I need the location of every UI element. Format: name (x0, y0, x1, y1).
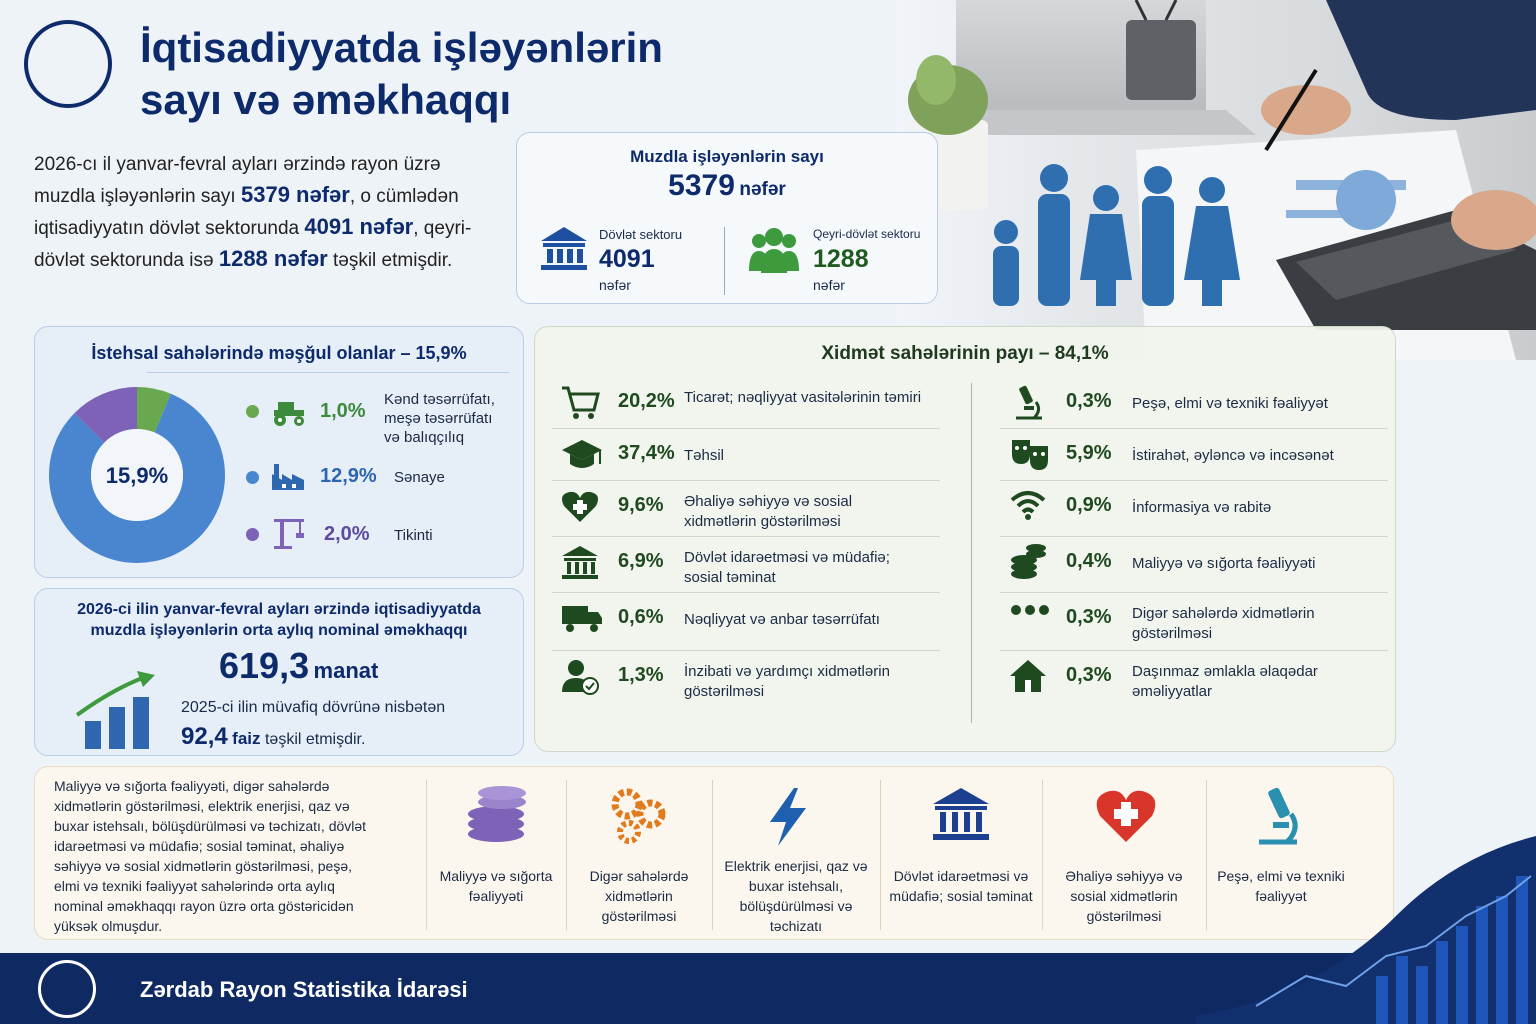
service-percent: 6,9% (618, 550, 664, 572)
state-sector-value: 4091 (599, 245, 655, 273)
group-people-icon (747, 227, 801, 280)
crane-icon (270, 515, 308, 556)
footer-wave-bars (1196, 836, 1536, 1024)
intro-part: , qeyri-dövlət sektorunda isə (34, 218, 472, 271)
service-percent: 1,3% (618, 664, 664, 686)
services-divider-vertical (971, 383, 972, 723)
truck-icon (560, 600, 604, 639)
employee-total: 5379 nəfər (668, 169, 786, 202)
tractor-icon (270, 396, 308, 433)
coins-stack-icon (466, 786, 530, 849)
service-percent: 0,9% (1066, 494, 1112, 516)
title-line-2: sayı və əməkhaqqı (140, 76, 512, 123)
row-divider (552, 650, 940, 651)
summary-text: Maliyyə və sığorta fəaliyyəti, digər sahələrdə xidmətlərin göstərilməsi, elektrik enerjisi, qaz və buxar istehsalı, bölüşdürülməsi və təchizatı, dövlət idarəetməsi və müdafiə; sosial təminat, əhaliyə səhiyyə və sosial xidmətlərin göstərilməsi, peşə, elmi və texniki fəaliyyət sahələrində orta aylıq nominal əməkhaqqı rayon üzrə orta göstəricidən yüksək olmuşdur. (54, 778, 367, 934)
service-label: İstirahət, əyləncə və incəsənət (1132, 447, 1334, 464)
production-title: İstehsal sahələrində məşğul olanlar – 15,9% (91, 343, 467, 363)
house-icon (1008, 658, 1048, 699)
service-label: Digər sahələrdə xidmətlərin göstərilməsi (1132, 605, 1315, 642)
employee-count-card (516, 132, 938, 304)
service-percent: 9,6% (618, 494, 664, 516)
row-divider (1000, 536, 1388, 537)
state-sector-unit: nəfər (599, 277, 631, 293)
employee-count-title: Muzdla işləyənlərin sayı (630, 147, 824, 166)
legend-dot (246, 471, 259, 484)
title-line-1: İqtisadiyyatda işləyənlərin (140, 24, 663, 71)
summary-item-label: Digər sahələrdə xidmətlərin göstərilməsi (589, 868, 689, 924)
intro-part: 2026-cı il yanvar-fevral ayları ərzində rayon üzrə muzdla işləyənlərin sayı (34, 154, 441, 207)
wage-compare: 2025-ci ilin müvafiq dövrünə nisbətən (181, 699, 446, 716)
row-divider (1000, 592, 1388, 593)
service-label: Peşə, elmi və texniki fəaliyyət (1132, 395, 1328, 412)
intro-text (34, 150, 504, 276)
service-label: Nəqliyyat və anbar təsərrüfatı (684, 611, 880, 628)
intro-highlight: 1288 nəfər (218, 246, 328, 271)
industry-label: Sənaye (394, 469, 445, 486)
medical-heart-icon (1094, 786, 1158, 849)
dots-icon (1008, 600, 1052, 625)
donut-center-label: 15,9% (105, 463, 169, 488)
service-label: Daşınmaz əmlakla əlaqədar əməliyyatlar (1132, 663, 1318, 700)
row-divider (552, 536, 940, 537)
legend-dot (246, 405, 259, 418)
service-percent: 5,9% (1066, 442, 1112, 464)
row-divider (552, 480, 940, 481)
private-sector-unit: nəfər (813, 277, 845, 293)
summary-item-label: Elektrik enerjisi, qaz və buxar istehsalı, bölüşdürülməsi və təchizatı (724, 858, 868, 934)
cart-icon (560, 384, 600, 425)
sector-divider (724, 227, 725, 295)
service-percent: 0,4% (1066, 550, 1112, 572)
growth-chart-icon (73, 669, 163, 756)
summary-item-label: Maliyyə və sığorta fəaliyyəti (439, 868, 553, 904)
intro-part: təşkil etmişdir. (327, 250, 453, 271)
government-building-icon (931, 786, 991, 847)
state-sector-label: Dövlət sektoru (599, 227, 683, 242)
page-title (140, 22, 840, 126)
service-label: İnformasiya və rabitə (1132, 499, 1272, 516)
service-label: İnzibati və yardımçı xidmətlərin göstərilməsi (684, 663, 890, 700)
construction-label: Tikinti (394, 527, 433, 544)
footer-logo-ring (38, 960, 96, 1018)
wage-title: 2026-ci ilin yanvar-fevral ayları ərzində iqtisadiyyatda muzdla işləyənlərin orta aylıq nominal əməkhaqqı (77, 601, 481, 639)
wage-card (34, 588, 524, 756)
intro-highlight: 5379 nəfər (240, 182, 350, 207)
factory-icon (270, 460, 308, 497)
hero-illustration (896, 0, 1536, 360)
intro-part: , o cümlədən iqtisadiyyatın dövlət sektorunda (34, 186, 459, 239)
summary-item-label: Əhaliyə səhiyyə və sosial xidmətlərin göstərilməsi (1065, 868, 1183, 924)
private-sector-label: Qeyri-dövlət sektoru (813, 227, 921, 241)
production-divider (147, 372, 509, 373)
service-label: Təhsil (684, 447, 725, 464)
service-percent: 37,4% (618, 442, 675, 464)
agriculture-label: Kənd təsərrüfatı, meşə təsərrüfatı və balıqçılıq (384, 391, 495, 446)
service-percent: 0,6% (618, 606, 664, 628)
service-label: Maliyyə və sığorta fəaliyyəti (1132, 555, 1316, 572)
logo-ring (24, 20, 112, 108)
row-divider (552, 592, 940, 593)
row-divider (1000, 650, 1388, 651)
coins-icon (1008, 544, 1048, 587)
service-label: Dövlət idarəetməsi və müdafiə; sosial təminat (684, 549, 890, 586)
heart-plus-icon (560, 488, 600, 529)
legend-dot (246, 528, 259, 541)
wage-value: 619,3 manat (219, 645, 379, 686)
service-label: Ticarət; nəqliyyat vasitələrinin təmiri (684, 389, 922, 406)
row-divider (552, 428, 940, 429)
intro-highlight: 4091 nəfər (304, 214, 414, 239)
summary-item-label: Dövlət idarəetməsi və müdafiə; sosial təminat (889, 868, 1033, 904)
service-percent: 20,2% (618, 390, 675, 412)
service-percent: 0,3% (1066, 390, 1112, 412)
admin-person-icon (560, 658, 600, 701)
lightning-icon (766, 786, 810, 853)
services-title: Xidmət sahələrinin payı – 84,1% (821, 343, 1109, 364)
industry-percent: 12,9% (320, 465, 377, 487)
microscope-icon (1008, 384, 1048, 427)
private-sector-value: 1288 (813, 245, 869, 273)
gears-icon (609, 786, 669, 851)
row-divider (1000, 428, 1388, 429)
agriculture-percent: 1,0% (320, 400, 366, 422)
service-percent: 0,3% (1066, 664, 1112, 686)
service-percent: 0,3% (1066, 606, 1112, 628)
government-building-icon (560, 544, 600, 585)
row-divider (1000, 480, 1388, 481)
summary-item-label: Peşə, elmi və texniki fəaliyyət (1217, 868, 1345, 904)
government-building-icon (539, 225, 589, 276)
wage-ratio: 92,4 faiz təşkil etmişdir. (181, 723, 366, 750)
footer-org-name: Zərdab Rayon Statistika İdarəsi (140, 977, 468, 1002)
theater-masks-icon (1008, 436, 1052, 477)
service-label: Əhaliyə səhiyyə və sosial xidmətlərin göstərilməsi (684, 493, 853, 530)
graduation-cap-icon (560, 436, 604, 477)
wifi-icon (1008, 488, 1048, 527)
construction-percent: 2,0% (324, 523, 370, 545)
